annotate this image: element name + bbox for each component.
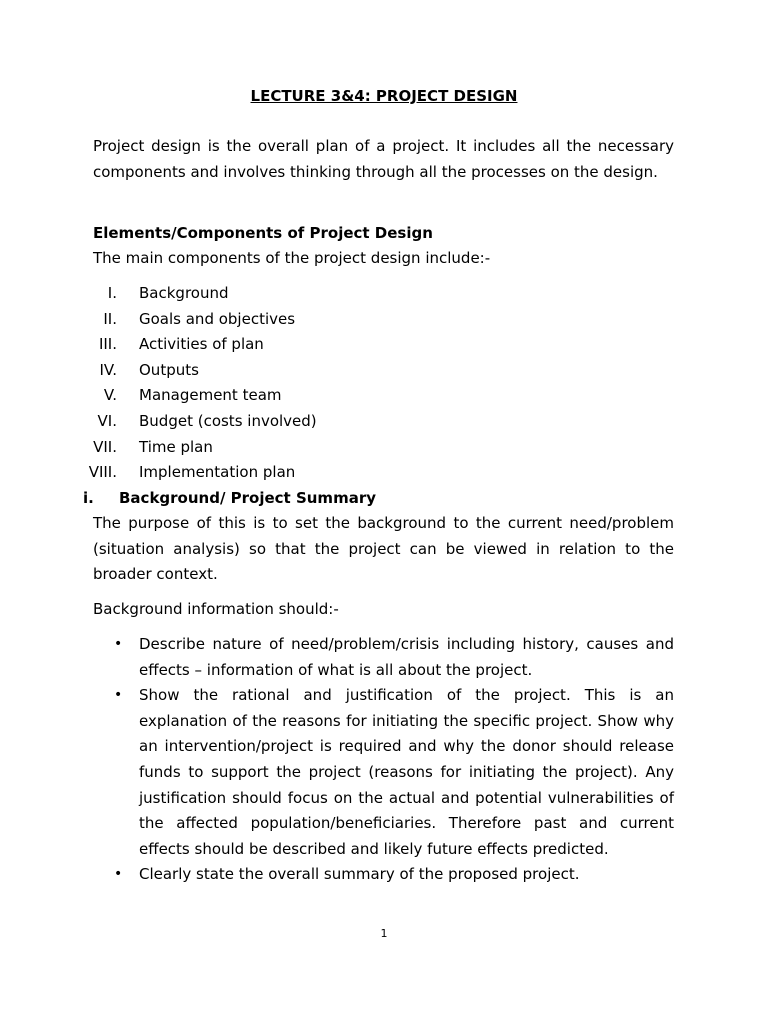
list-item-label: Management team [139, 386, 282, 405]
list-item-label: Background [139, 284, 229, 302]
section-number: i. [83, 489, 94, 507]
list-item [114, 862, 674, 888]
bullet-text: Describe nature of need/problem/crisis including history, causes and effects – information of what is all about the project. [139, 635, 674, 679]
section-title: Background/ Project Summary [119, 489, 376, 507]
list-item-number: VII. [93, 437, 117, 456]
intro-paragraph: Project design is the overall plan of a project. It includes all the necessary components and involves thinking through all the processes on the design. [93, 137, 674, 181]
list-item-label: Implementation plan [139, 463, 296, 482]
list-item-label: Outputs [139, 360, 199, 379]
list-item-number: VIII. [88, 463, 117, 482]
list-item-number: I. [107, 284, 117, 302]
list-item-label: Time plan [139, 437, 213, 456]
bullet-icon: • [114, 866, 123, 883]
list-item-label: Budget (costs involved) [139, 411, 317, 430]
bullet-icon: • [114, 687, 123, 704]
bullet-icon: • [114, 636, 123, 652]
bullet-text: Show the rational and justification of the project. This is an explanation of the reasons for initiating the specific project. Show why an intervention/project is required and why the donor should release funds to support the project (reasons for initiating the project). Any justification should focus on the actual and potential vulnerabilities of the affected population/beneficiaries. Therefore past and current effects should be described and likely future effects predicted. [139, 686, 674, 858]
list-item [114, 683, 674, 862]
background-bullet-list [114, 632, 674, 888]
list-item-label: Goals and objectives [139, 309, 296, 328]
list-item [114, 632, 674, 683]
components-heading: Elements/Components of Project Design [93, 224, 433, 242]
list-item-number: IV. [99, 360, 117, 379]
page-title: LECTURE 3&4: PROJECT DESIGN [250, 87, 518, 105]
list-item-number: V. [103, 386, 117, 405]
components-intro: The main components of the project design include:- [93, 249, 491, 267]
section-heading [83, 486, 376, 510]
bullet-text: Clearly state the overall summary of the proposed project. [139, 865, 580, 884]
purpose-paragraph: The purpose of this is to set the background to the current need/problem (situation analysis) so that the project can be viewed in relation to the broader context. [93, 514, 674, 584]
list-item-number: III. [98, 335, 117, 354]
list-item-number: VI. [97, 411, 117, 430]
list-item-number: II. [103, 309, 117, 328]
background-intro: Background information should:- [93, 600, 339, 618]
page-number: 1 [380, 927, 388, 940]
list-item-label: Activities of plan [139, 335, 264, 354]
